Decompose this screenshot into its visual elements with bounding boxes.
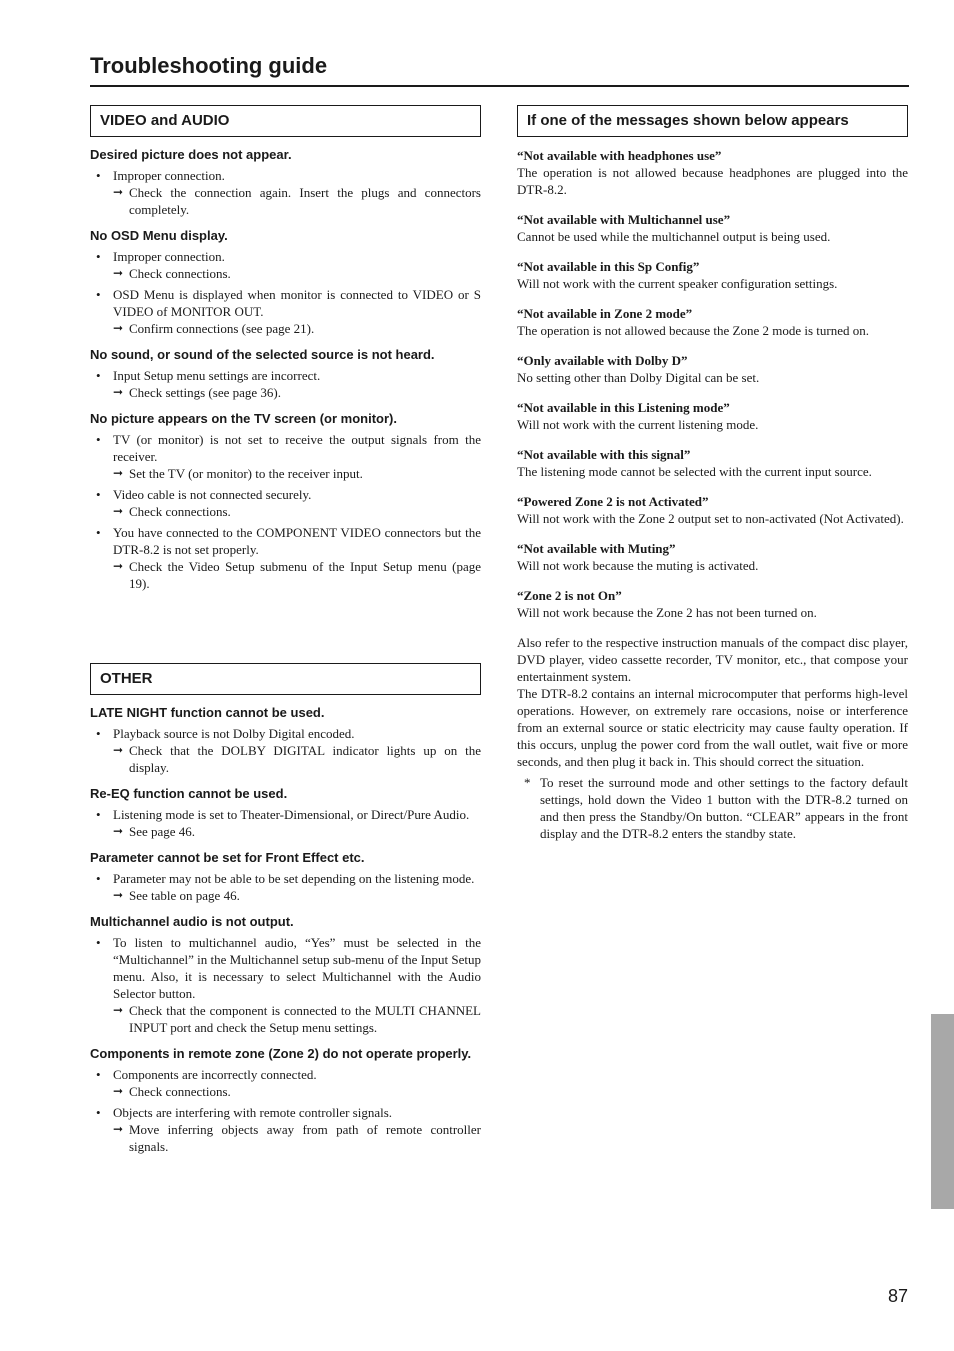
item-text: Video cable is not connected securely. [113,487,312,502]
bullet-icon: • [96,1067,101,1082]
message-entry [517,147,908,198]
message-description: The listening mode cannot be selected with the current input source. [517,464,872,479]
message-description: Will not work because the Zone 2 has not been turned on. [517,605,817,620]
arrow-icon: ➞ [113,559,124,573]
remedy-text: Check that the component is connected to the MULTI CHANNEL INPUT port and check the Setup menu settings. [129,1003,481,1035]
remedy [113,465,481,482]
remedy-text: Check connections. [129,1084,231,1099]
message-description: Cannot be used while the multichannel output is being used. [517,229,831,244]
item-text: Improper connection. [113,249,225,264]
manuals-paragraph: Also refer to the respective instruction manuals of the compact disc player, DVD player, video cassette recorder, TV monitor, etc., that compose your entertainment system. [517,635,908,684]
message-title: “Not available in this Listening mode” [517,400,730,415]
group-title: Desired picture does not appear. [90,147,292,162]
message-entry [517,258,908,292]
item-list [90,431,481,592]
bullet-icon: • [96,807,101,822]
bullet-icon: • [96,871,101,886]
item-text: TV (or monitor) is not set to receive the output signals from the receiver. [113,432,481,464]
remedy [113,265,481,282]
remedy-text: Check that the DOLBY DIGITAL indicator lights up on the display. [129,743,481,775]
message-description: Will not work with the Zone 2 output set to non-activated (Not Activated). [517,511,904,526]
bullet-icon: • [96,1105,101,1120]
list-item [90,934,481,1036]
item-text: You have connected to the COMPONENT VIDEO connectors but the DTR-8.2 is not set properly. [113,525,481,557]
message-description: The operation is not allowed because the Zone 2 mode is turned on. [517,323,869,338]
message-description: Will not work with the current speaker configuration settings. [517,276,838,291]
bullet-icon: • [96,525,101,540]
group-title: Parameter cannot be set for Front Effect etc. [90,850,365,865]
bullet-icon: • [96,168,101,183]
group-title: Multichannel audio is not output. [90,914,294,929]
message-entry [517,493,908,527]
bullet-icon: • [96,487,101,502]
list-item [90,286,481,337]
arrow-icon: ➞ [113,888,124,902]
list-item [90,167,481,218]
remedy [113,503,481,520]
group-title: Re-EQ function cannot be used. [90,786,288,801]
message-title: “Powered Zone 2 is not Activated” [517,494,709,509]
remedy-text: Check connections. [129,504,231,519]
remedy [113,1002,481,1036]
remedy-text: Check the Video Setup submenu of the Input Setup menu (page 19). [129,559,481,591]
reset-note [517,774,908,842]
message-description: Will not work with the current listening mode. [517,417,759,432]
message-title: “Not available with Muting” [517,541,676,556]
item-list [90,934,481,1036]
list-item [90,1066,481,1100]
message-entry [517,540,908,574]
message-entry [517,305,908,339]
other-heading: OTHER [90,663,481,695]
section-tab [931,1014,954,1209]
message-title: “Zone 2 is not On” [517,588,622,603]
message-title: “Not available with headphones use” [517,148,722,163]
group-title: Components in remote zone (Zone 2) do not operate properly. [90,1046,472,1061]
messages-heading: If one of the messages shown below appears [517,105,908,137]
other-section [90,663,481,1159]
remedy [113,558,481,592]
message-title: “Not available with this signal” [517,447,691,462]
video-audio-section [90,105,481,596]
video-audio-groups [90,146,481,592]
item-text: Objects are interfering with remote controller signals. [113,1105,393,1120]
item-text: Components are incorrectly connected. [113,1067,317,1082]
list-item [90,431,481,482]
bullet-icon: • [96,287,101,302]
remedy-text: Check settings (see page 36). [129,385,281,400]
message-list [517,147,908,621]
item-list [90,248,481,337]
group-title: No sound, or sound of the selected source is not heard. [90,347,435,362]
list-item [90,524,481,592]
page-number: 87 [887,1286,908,1306]
arrow-icon: ➞ [113,385,124,399]
list-item [90,486,481,520]
group-title: LATE NIGHT function cannot be used. [90,705,325,720]
item-list [90,167,481,218]
messages-section [517,105,908,842]
remedy [113,1121,481,1155]
remedy [113,887,481,904]
item-text: Input Setup menu settings are incorrect. [113,368,321,383]
bullet-icon: • [96,368,101,383]
microcomputer-paragraph: The DTR-8.2 contains an internal microcomputer that performs high-level operations. However, on extremely rare occasions, noise or interference from an external source or static electricity may cause faulty operation. If this occurs, unplug the power cord from the wall outlet, wait five or more seconds, and then plug it back in. This should correct the situation. [517,686,908,769]
remedy [113,1083,481,1100]
group-title: No picture appears on the TV screen (or monitor). [90,411,397,426]
item-list [90,870,481,904]
remedy-text: Check the connection again. Insert the plugs and connectors completely. [129,185,481,217]
item-list [90,367,481,401]
remedy-text: Check connections. [129,266,231,281]
item-text: OSD Menu is displayed when monitor is connected to VIDEO or S VIDEO of MONITOR OUT. [113,287,481,319]
remedy [113,320,481,337]
message-entry [517,211,908,245]
arrow-icon: ➞ [113,266,124,280]
item-list [90,1066,481,1155]
arrow-icon: ➞ [113,185,124,199]
arrow-icon: ➞ [113,824,124,838]
item-text: To listen to multichannel audio, “Yes” must be selected in the “Multichannel” in the Multichannel setup sub-menu of the Input Setup menu. Also, it is necessary to select Multichannel with the Audio Selector button. [113,935,481,1001]
remedy [113,184,481,218]
bullet-icon: • [96,249,101,264]
message-entry [517,587,908,621]
message-description: The operation is not allowed because headphones are plugged into the DTR-8.2. [517,165,908,197]
remedy-text: See table on page 46. [129,888,240,903]
bullet-icon: • [96,935,101,950]
arrow-icon: ➞ [113,504,124,518]
item-text: Improper connection. [113,168,225,183]
arrow-icon: ➞ [113,1003,124,1017]
arrow-icon: ➞ [113,466,124,480]
video-audio-heading: VIDEO and AUDIO [90,105,481,137]
bullet-icon: • [96,432,101,447]
remedy [113,384,481,401]
message-entry [517,399,908,433]
arrow-icon: ➞ [113,743,124,757]
remedy-text: See page 46. [129,824,196,839]
list-item [90,248,481,282]
group-title: No OSD Menu display. [90,228,228,243]
item-text: Listening mode is set to Theater-Dimensional, or Direct/Pure Audio. [113,807,470,822]
item-text: Playback source is not Dolby Digital encoded. [113,726,355,741]
bullet-icon: • [96,726,101,741]
message-title: “Not available with Multichannel use” [517,212,731,227]
other-groups [90,704,481,1155]
list-item [90,725,481,776]
message-description: No setting other than Dolby Digital can be set. [517,370,760,385]
arrow-icon: ➞ [113,1122,124,1136]
reset-note-text: To reset the surround mode and other settings to the factory default settings, hold down the Video 1 button with the DTR-8.2 turned on and then press the Standby/On button. “CLEAR” appears in the front display and the DTR-8.2 enters the standby state. [540,775,908,841]
item-list [90,806,481,840]
page-title: Troubleshooting guide [90,50,909,87]
message-entry [517,352,908,386]
list-item [90,1104,481,1155]
arrow-icon: ➞ [113,321,124,335]
remedy [113,823,481,840]
item-text: Parameter may not be able to be set depending on the listening mode. [113,871,475,886]
list-item [90,367,481,401]
list-item [90,806,481,840]
message-title: “Not available in this Sp Config” [517,259,700,274]
remedy [113,742,481,776]
message-entry [517,446,908,480]
item-list [90,725,481,776]
asterisk-icon: * [524,775,531,790]
remedy-text: Move inferring objects away from path of remote controller signals. [129,1122,481,1154]
remedy-text: Set the TV (or monitor) to the receiver input. [129,466,363,481]
arrow-icon: ➞ [113,1084,124,1098]
message-title: “Only available with Dolby D” [517,353,688,368]
message-title: “Not available in Zone 2 mode” [517,306,693,321]
list-item [90,870,481,904]
remedy-text: Confirm connections (see page 21). [129,321,315,336]
message-description: Will not work because the muting is activated. [517,558,759,573]
